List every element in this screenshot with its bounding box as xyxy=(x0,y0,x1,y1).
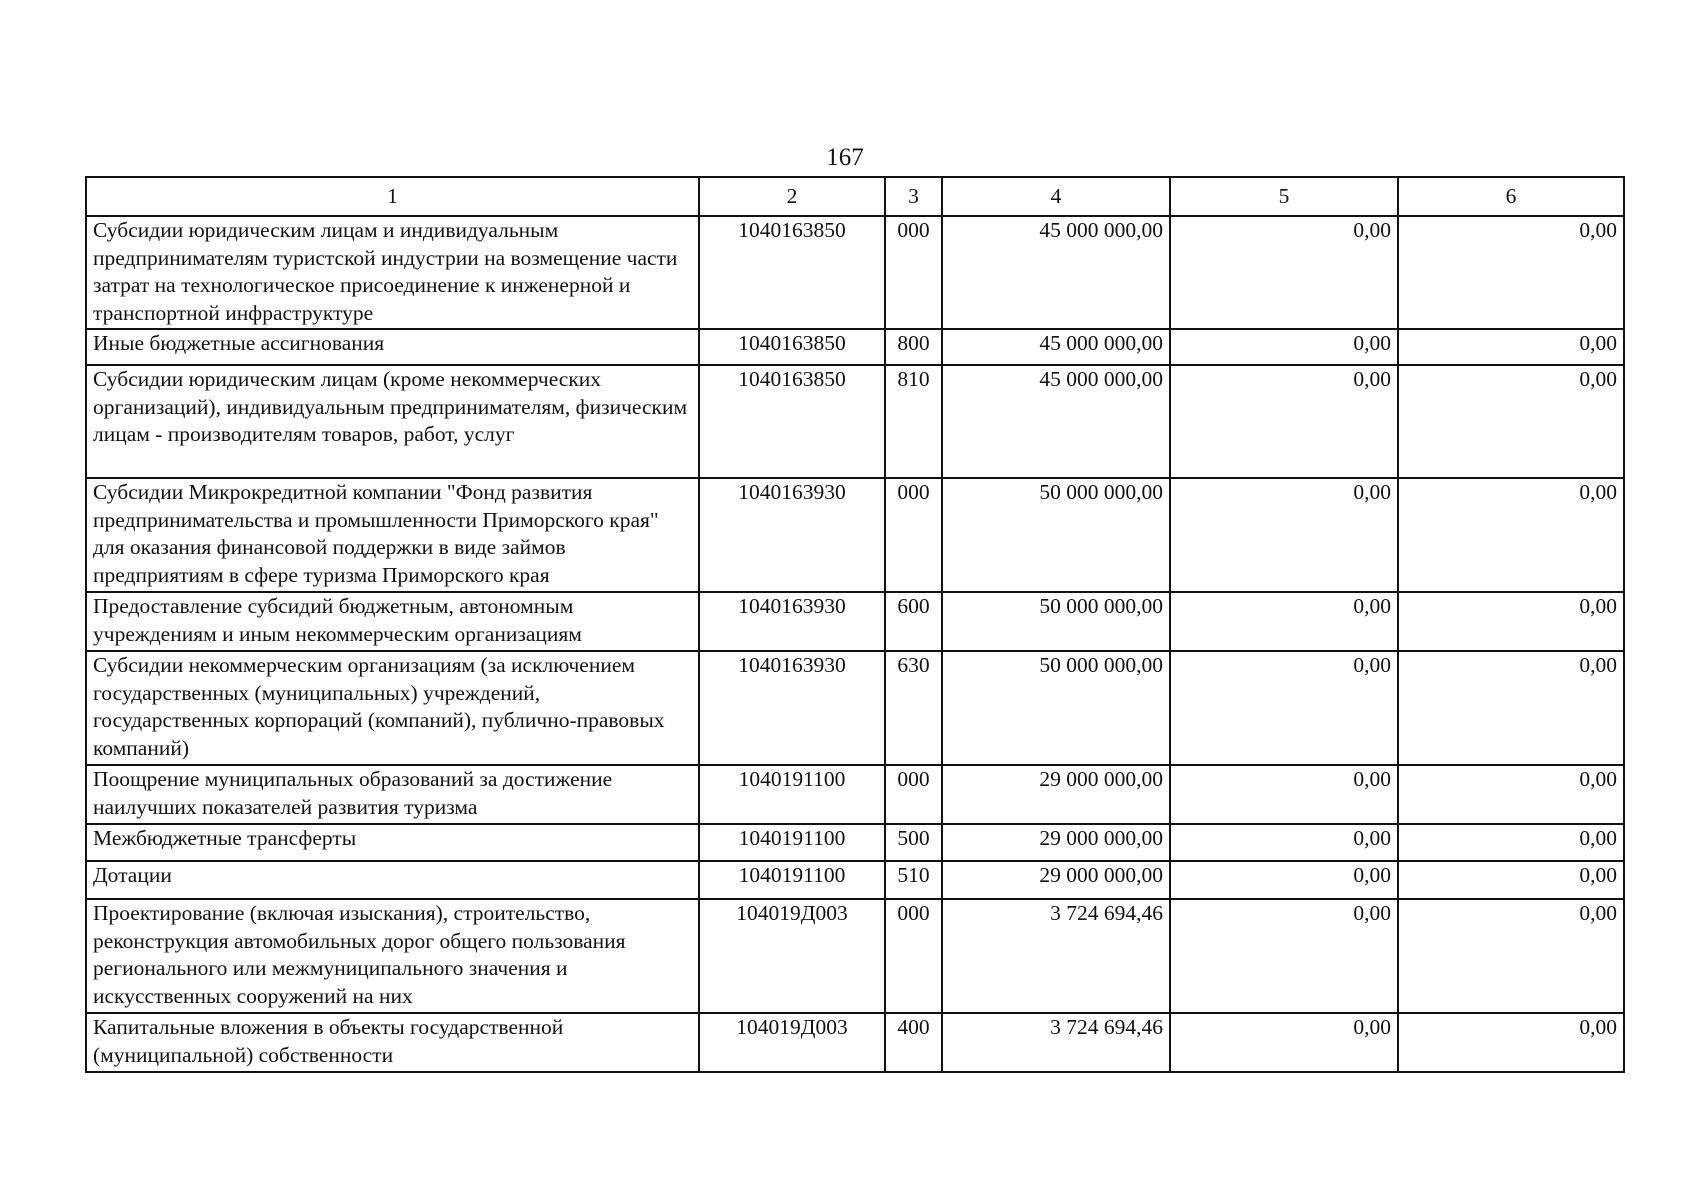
row-amount-col4-cell: 29 000 000,00 xyxy=(942,824,1170,861)
row-amount-col5-cell: 0,00 xyxy=(1170,592,1398,651)
table-row xyxy=(86,592,1624,651)
column-header-6: 6 xyxy=(1398,177,1624,216)
row-name-cell: Субсидии Микрокредитной компании "Фонд развития предпринимательства и промышленности Приморского края" для оказания финансовой поддержки в виде займов предприятиям в сфере туризма Приморского края xyxy=(86,478,699,592)
row-target-code-cell: 1040191100 xyxy=(699,861,885,899)
row-amount-col4-cell: 3 724 694,46 xyxy=(942,1013,1170,1072)
row-amount-col6-cell: 0,00 xyxy=(1398,861,1624,899)
row-amount-col5-cell: 0,00 xyxy=(1170,329,1398,365)
table-row xyxy=(86,216,1624,329)
row-amount-col4-cell: 29 000 000,00 xyxy=(942,861,1170,899)
column-header-5: 5 xyxy=(1170,177,1398,216)
column-header-4: 4 xyxy=(942,177,1170,216)
row-amount-col5-cell: 0,00 xyxy=(1170,651,1398,765)
row-target-code-cell: 1040163850 xyxy=(699,365,885,478)
page-number: 167 xyxy=(826,144,864,171)
row-expense-type-cell: 400 xyxy=(885,1013,942,1072)
row-target-code-cell: 1040163930 xyxy=(699,592,885,651)
row-amount-col5-cell: 0,00 xyxy=(1170,365,1398,478)
row-amount-col5-cell: 0,00 xyxy=(1170,899,1398,1013)
row-expense-type-cell: 600 xyxy=(885,592,942,651)
row-target-code-cell: 1040191100 xyxy=(699,765,885,824)
table-row xyxy=(86,899,1624,1013)
row-expense-type-cell: 000 xyxy=(885,899,942,1013)
table-row xyxy=(86,365,1624,478)
row-target-code-cell: 1040191100 xyxy=(699,824,885,861)
row-amount-col4-cell: 29 000 000,00 xyxy=(942,765,1170,824)
row-name-cell: Поощрение муниципальных образований за достижение наилучших показателей развития туризма xyxy=(86,765,699,824)
row-name-cell: Субсидии юридическим лицам и индивидуальным предпринимателям туристской индустрии на возмещение части затрат на технологическое присоединение к инженерной и транспортной инфраструктуре xyxy=(86,216,699,329)
row-name-cell: Иные бюджетные ассигнования xyxy=(86,329,699,365)
table-header-row xyxy=(86,177,1624,216)
row-amount-col5-cell: 0,00 xyxy=(1170,478,1398,592)
row-expense-type-cell: 630 xyxy=(885,651,942,765)
row-amount-col4-cell: 50 000 000,00 xyxy=(942,478,1170,592)
table-row xyxy=(86,329,1624,365)
column-header-1: 1 xyxy=(86,177,699,216)
row-amount-col6-cell: 0,00 xyxy=(1398,651,1624,765)
row-expense-type-cell: 500 xyxy=(885,824,942,861)
row-name-cell: Дотации xyxy=(86,861,699,899)
row-amount-col6-cell: 0,00 xyxy=(1398,592,1624,651)
row-amount-col6-cell: 0,00 xyxy=(1398,478,1624,592)
row-amount-col4-cell: 45 000 000,00 xyxy=(942,329,1170,365)
row-amount-col4-cell: 45 000 000,00 xyxy=(942,365,1170,478)
row-amount-col5-cell: 0,00 xyxy=(1170,216,1398,329)
row-amount-col5-cell: 0,00 xyxy=(1170,765,1398,824)
row-target-code-cell: 1040163850 xyxy=(699,216,885,329)
row-amount-col5-cell: 0,00 xyxy=(1170,1013,1398,1072)
row-expense-type-cell: 510 xyxy=(885,861,942,899)
row-target-code-cell: 1040163930 xyxy=(699,651,885,765)
table-row xyxy=(86,478,1624,592)
row-amount-col6-cell: 0,00 xyxy=(1398,329,1624,365)
row-amount-col4-cell: 3 724 694,46 xyxy=(942,899,1170,1013)
row-expense-type-cell: 810 xyxy=(885,365,942,478)
budget-table xyxy=(85,176,1625,1073)
row-amount-col4-cell: 45 000 000,00 xyxy=(942,216,1170,329)
row-amount-col6-cell: 0,00 xyxy=(1398,1013,1624,1072)
row-target-code-cell: 104019Д003 xyxy=(699,899,885,1013)
row-target-code-cell: 1040163850 xyxy=(699,329,885,365)
row-name-cell: Субсидии некоммерческим организациям (за исключением государственных (муниципальных) учреждений, государственных корпораций (компаний), публично-правовых компаний) xyxy=(86,651,699,765)
column-header-2: 2 xyxy=(699,177,885,216)
row-name-cell: Предоставление субсидий бюджетным, автономным учреждениям и иным некоммерческим организациям xyxy=(86,592,699,651)
row-amount-col4-cell: 50 000 000,00 xyxy=(942,592,1170,651)
row-expense-type-cell: 000 xyxy=(885,216,942,329)
row-expense-type-cell: 000 xyxy=(885,765,942,824)
column-header-3: 3 xyxy=(885,177,942,216)
row-target-code-cell: 1040163930 xyxy=(699,478,885,592)
table-row xyxy=(86,765,1624,824)
row-amount-col6-cell: 0,00 xyxy=(1398,216,1624,329)
row-name-cell: Межбюджетные трансферты xyxy=(86,824,699,861)
row-name-cell: Субсидии юридическим лицам (кроме некоммерческих организаций), индивидуальным предпринимателям, физическим лицам - производителям товаров, работ, услуг xyxy=(86,365,699,478)
row-target-code-cell: 104019Д003 xyxy=(699,1013,885,1072)
row-amount-col6-cell: 0,00 xyxy=(1398,824,1624,861)
row-amount-col5-cell: 0,00 xyxy=(1170,861,1398,899)
table-row xyxy=(86,824,1624,861)
row-name-cell: Капитальные вложения в объекты государственной (муниципальной) собственности xyxy=(86,1013,699,1072)
row-amount-col6-cell: 0,00 xyxy=(1398,899,1624,1013)
table-row xyxy=(86,1013,1624,1072)
row-amount-col6-cell: 0,00 xyxy=(1398,365,1624,478)
table-row xyxy=(86,861,1624,899)
row-expense-type-cell: 000 xyxy=(885,478,942,592)
row-expense-type-cell: 800 xyxy=(885,329,942,365)
row-amount-col4-cell: 50 000 000,00 xyxy=(942,651,1170,765)
row-name-cell: Проектирование (включая изыскания), строительство, реконструкция автомобильных дорог общего пользования регионального или межмуниципального значения и искусственных сооружений на них xyxy=(86,899,699,1013)
row-amount-col6-cell: 0,00 xyxy=(1398,765,1624,824)
row-amount-col5-cell: 0,00 xyxy=(1170,824,1398,861)
table-row xyxy=(86,651,1624,765)
